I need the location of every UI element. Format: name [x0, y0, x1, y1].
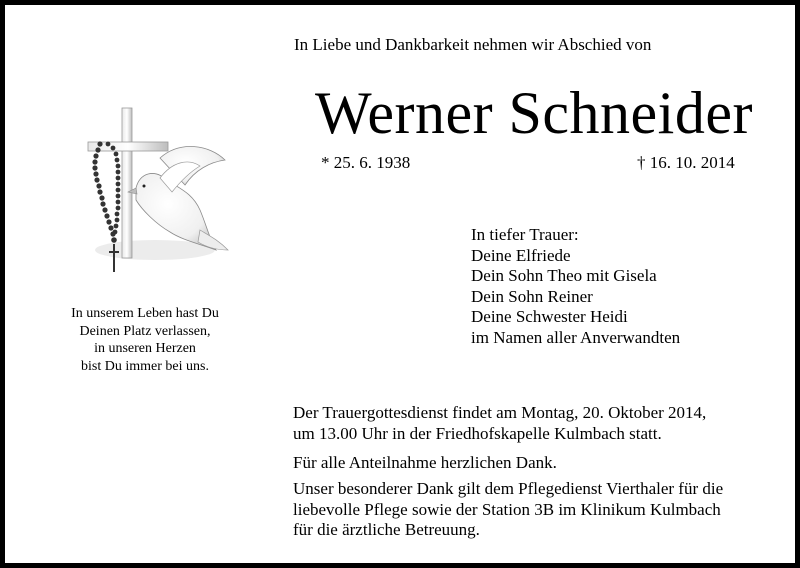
poem-line: Deinen Platz verlassen,: [79, 323, 211, 339]
intro-line: In Liebe und Dankbarkeit nehmen wir Abschied von: [294, 35, 652, 54]
special-thanks: [293, 479, 723, 541]
special-thanks-line: Unser besonderer Dank gilt dem Pflegedienst Vierthaler für die: [293, 479, 724, 498]
mourners-list: [471, 225, 680, 348]
dove-icon: [128, 146, 228, 250]
special-thanks-line: für die ärztliche Betreuung.: [293, 520, 480, 539]
thanks-line: Für alle Anteilnahme herzlichen Dank.: [293, 453, 557, 472]
poem-line: bist Du immer bei uns.: [81, 358, 209, 374]
special-thanks-line: liebevolle Pflege sowie der Station 3B im Klinikum Kulmbach: [293, 499, 721, 519]
service-announcement: [293, 403, 706, 444]
poem-line: In unserem Leben hast Du: [71, 306, 219, 321]
poem-line: in unseren Herzen: [94, 341, 196, 356]
mourner-line: Deine Elfriede: [471, 245, 571, 265]
cross-dove-rosary-illustration: [60, 100, 235, 280]
mourner-line: Deine Schwester Heidi: [471, 307, 628, 326]
memorial-poem: [45, 305, 245, 375]
mourners-heading: In tiefer Trauer:: [471, 225, 579, 244]
mourner-line: Dein Sohn Reiner: [471, 286, 593, 306]
birth-date: * 25. 6. 1938: [321, 153, 411, 172]
mourner-line: im Namen aller Anverwandten: [471, 327, 681, 347]
service-line: um 13.00 Uhr in der Friedhofskapelle Kulmbach statt.: [293, 423, 662, 443]
service-line: Der Trauergottesdienst findet am Montag, 20. Oktober 2014,: [293, 403, 707, 422]
mourner-line: Dein Sohn Theo mit Gisela: [471, 266, 657, 285]
death-date: † 16. 10. 2014: [637, 153, 735, 172]
deceased-name: Werner Schneider: [315, 80, 753, 146]
